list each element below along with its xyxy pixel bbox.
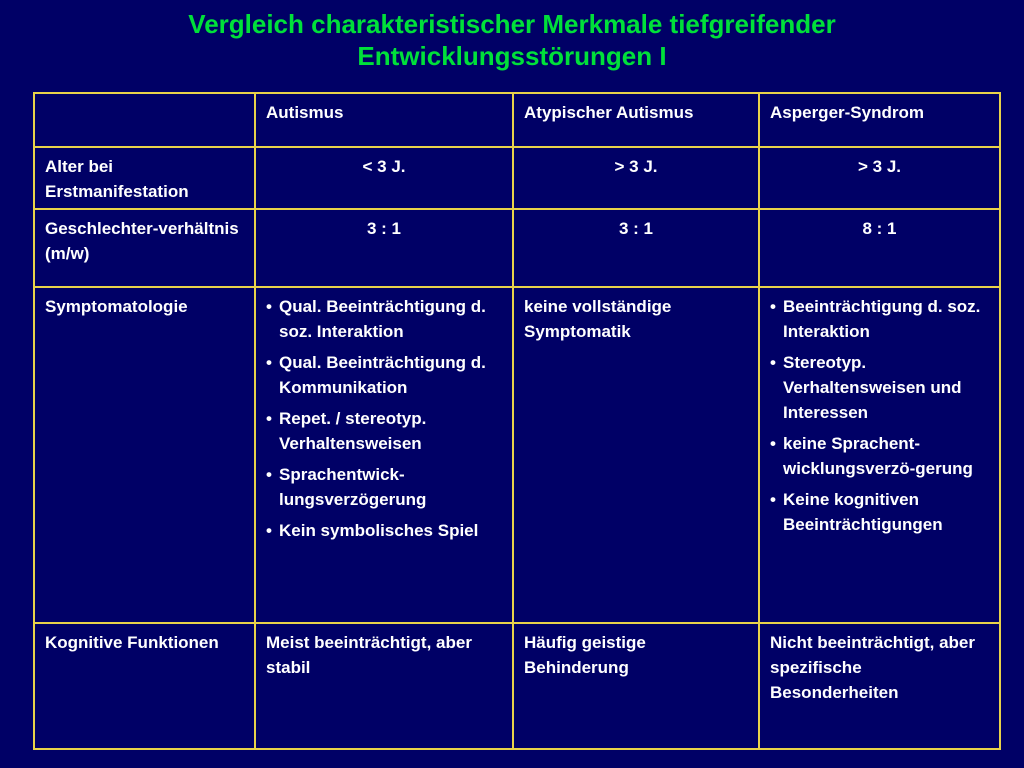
header-cell-asperger-syndrom: Asperger-Syndrom — [759, 93, 1000, 147]
bullet-icon: • — [770, 353, 776, 372]
cell-kognitiv-atypisch: Häufig geistige Behinderung — [513, 623, 759, 749]
table-row — [34, 209, 1000, 287]
cell-kognitiv-autismus: Meist beeinträchtigt, aber stabil — [255, 623, 513, 749]
list-item: • Repet. / stereotyp. Verhaltensweisen — [266, 406, 502, 456]
header-cell-autismus: Autismus — [255, 93, 513, 147]
cell-symptom-atypisch: keine vollständige Symptomatik — [513, 287, 759, 623]
symptom-list-asperger — [770, 294, 989, 537]
cell-alter-asperger: > 3 J. — [759, 147, 1000, 209]
title-line-2: Entwicklungsstörungen I — [357, 41, 667, 71]
bullet-icon: • — [266, 353, 272, 372]
bullet-icon: • — [266, 465, 272, 484]
cell-symptom-autismus — [255, 287, 513, 623]
row-label-alter: Alter bei Erstmanifestation — [34, 147, 255, 209]
comparison-table — [33, 92, 1001, 750]
cell-geschlecht-asperger: 8 : 1 — [759, 209, 1000, 287]
bullet-icon: • — [770, 297, 776, 316]
list-item: • Qual. Beeinträchtigung d. soz. Interaktion — [266, 294, 502, 344]
table-header-row — [34, 93, 1000, 147]
list-item: • Beeinträchtigung d. soz. Interaktion — [770, 294, 989, 344]
table-row — [34, 147, 1000, 209]
list-item: • Keine kognitiven Beeinträchtigungen — [770, 487, 989, 537]
list-item: • Sprachentwick-lungsverzögerung — [266, 462, 502, 512]
list-item: • Qual. Beeinträchtigung d. Kommunikation — [266, 350, 502, 400]
cell-geschlecht-atypisch: 3 : 1 — [513, 209, 759, 287]
header-cell-empty — [34, 93, 255, 147]
cell-geschlecht-autismus: 3 : 1 — [255, 209, 513, 287]
slide-title — [0, 8, 1024, 72]
bullet-icon: • — [770, 490, 776, 509]
bullet-icon: • — [770, 434, 776, 453]
bullet-icon: • — [266, 521, 272, 540]
row-label-symptomatologie: Symptomatologie — [34, 287, 255, 623]
cell-alter-atypisch: > 3 J. — [513, 147, 759, 209]
cell-kognitiv-asperger: Nicht beeinträchtigt, aber spezifische Besonderheiten — [759, 623, 1000, 749]
bullet-icon: • — [266, 297, 272, 316]
row-label-kognitive-funktionen: Kognitive Funktionen — [34, 623, 255, 749]
symptom-list-autismus — [266, 294, 502, 543]
list-item: • Kein symbolisches Spiel — [266, 518, 502, 543]
list-item: • Stereotyp. Verhaltensweisen und Interessen — [770, 350, 989, 425]
header-cell-atypischer-autismus: Atypischer Autismus — [513, 93, 759, 147]
cell-alter-autismus: < 3 J. — [255, 147, 513, 209]
bullet-icon: • — [266, 409, 272, 428]
table-row — [34, 287, 1000, 623]
list-item: • keine Sprachent-wicklungsverzö-gerung — [770, 431, 989, 481]
title-line-1: Vergleich charakteristischer Merkmale tiefgreifender — [188, 9, 836, 39]
cell-symptom-asperger — [759, 287, 1000, 623]
table-row — [34, 623, 1000, 749]
row-label-geschlecht: Geschlechter-verhältnis (m/w) — [34, 209, 255, 287]
